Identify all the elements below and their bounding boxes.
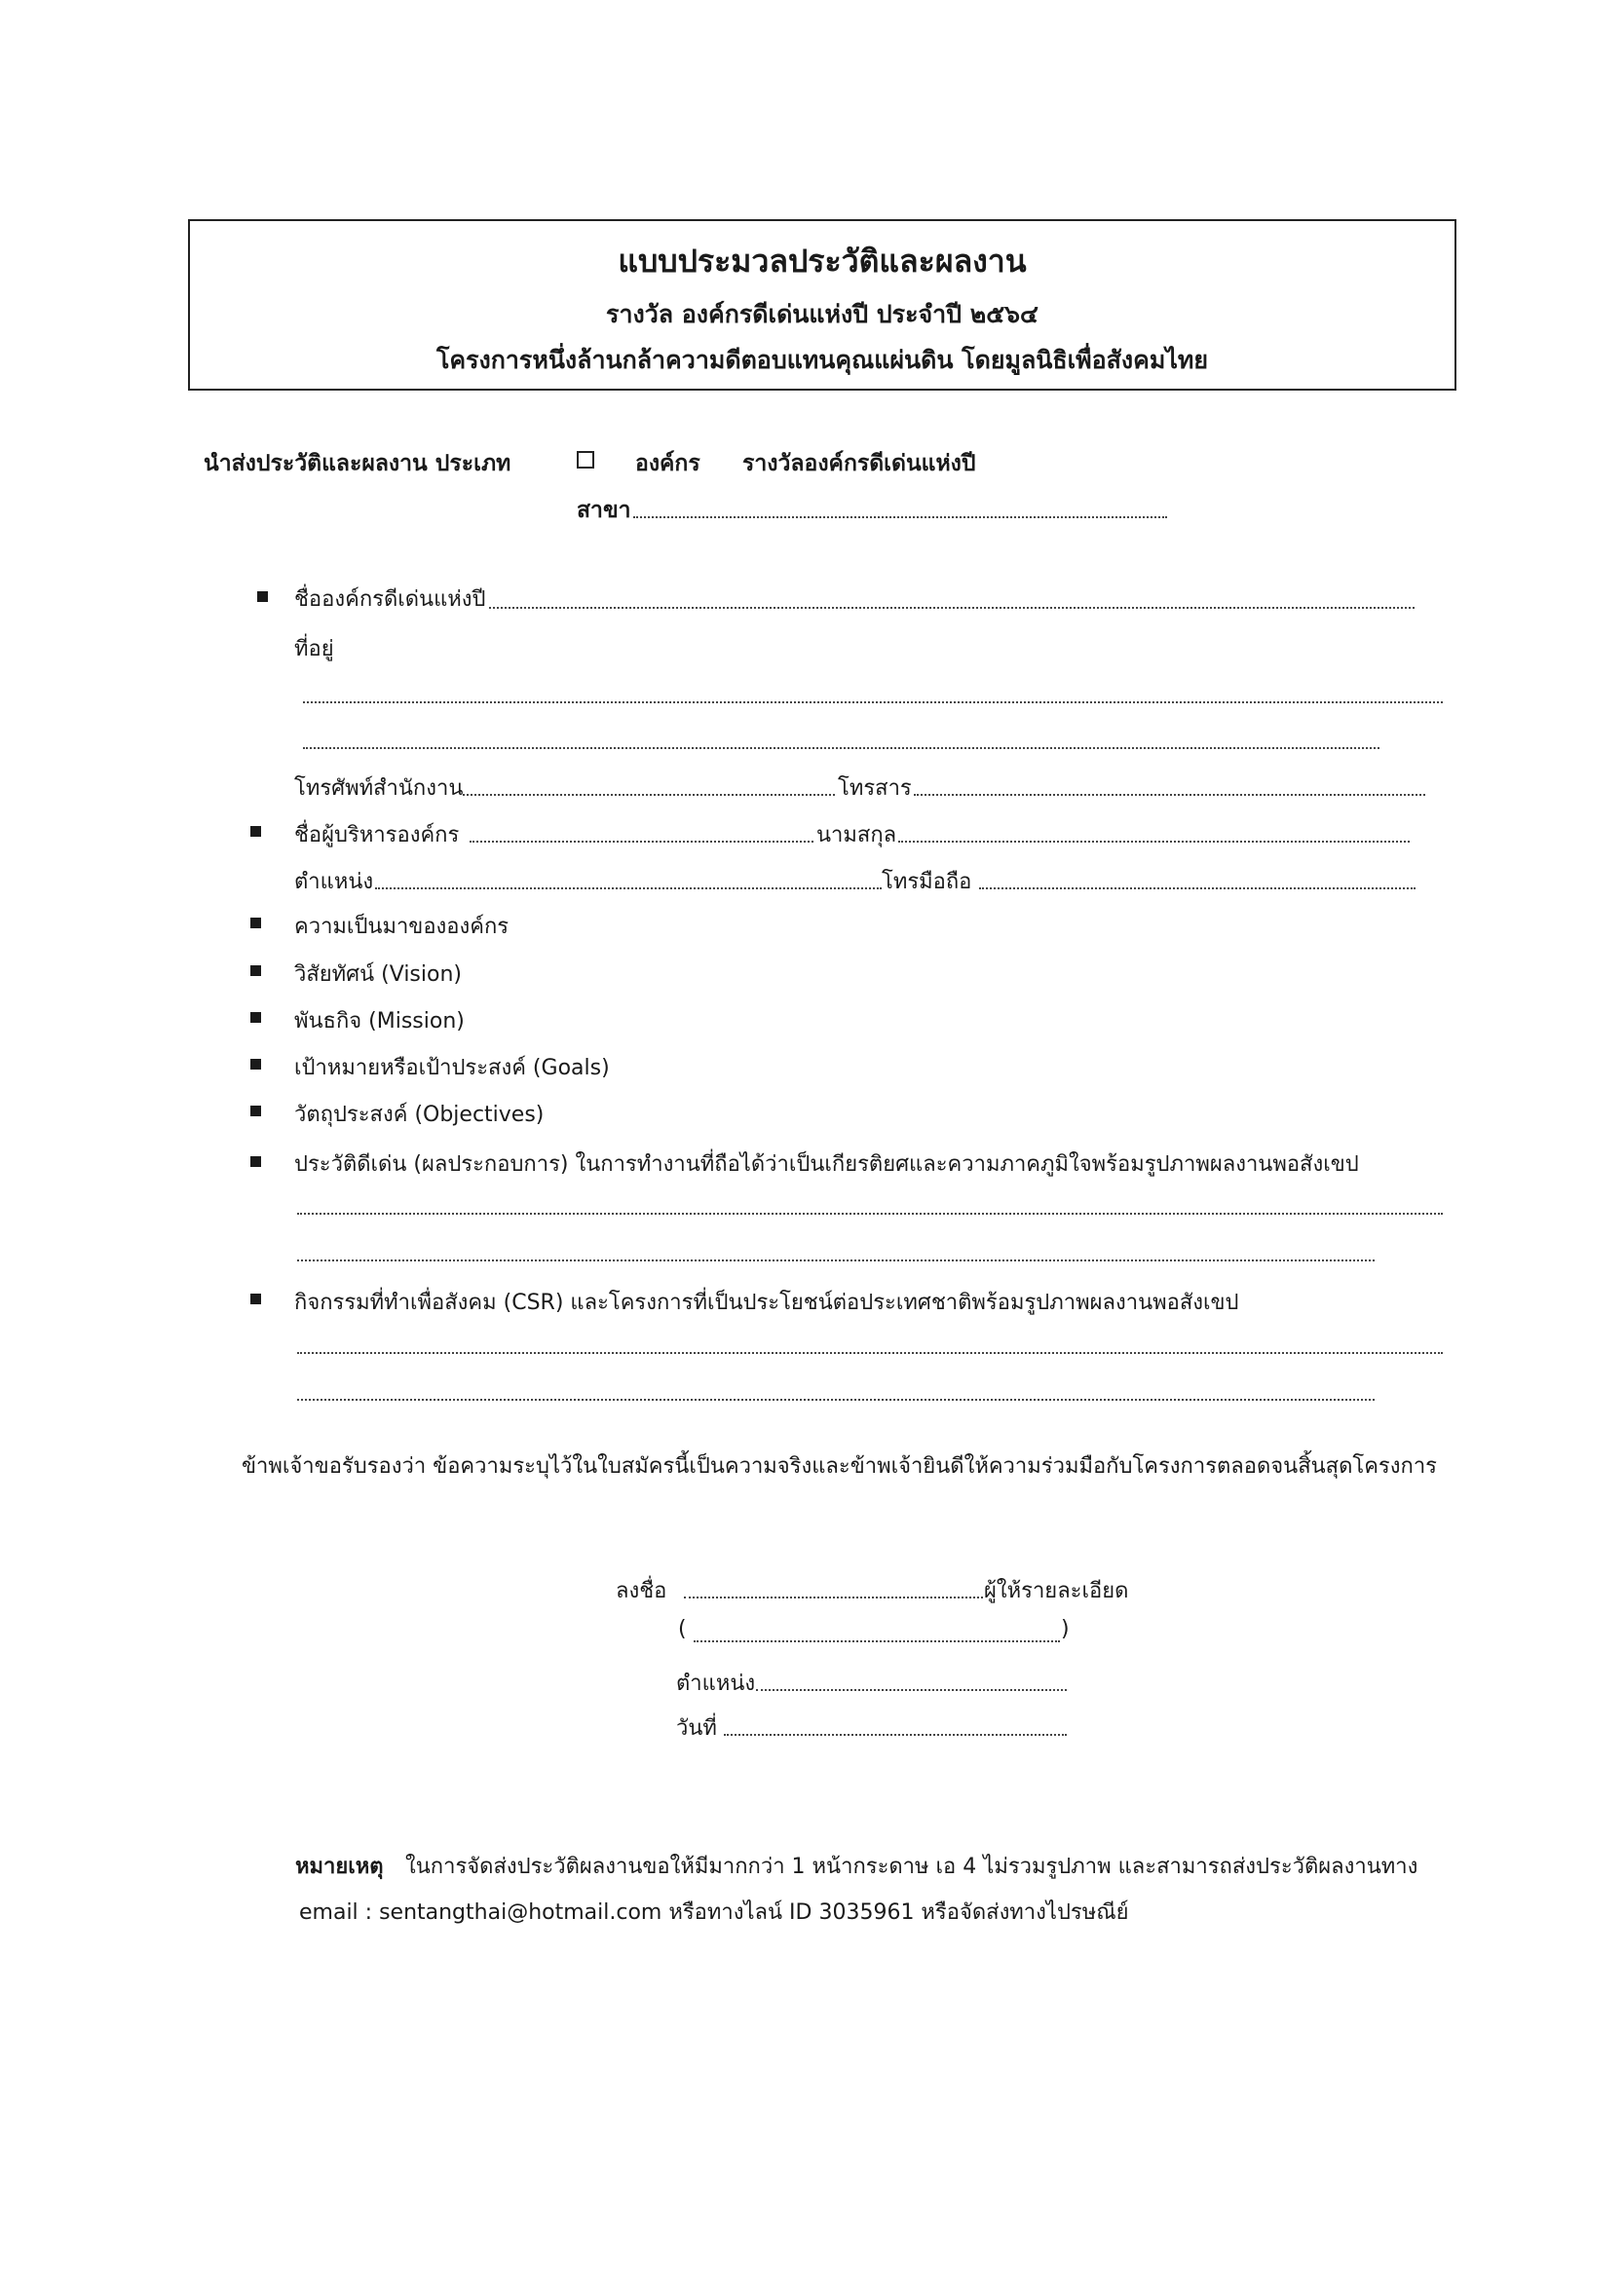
- executive-name-field[interactable]: [470, 841, 813, 843]
- bullet-icon: [250, 1294, 261, 1304]
- bullet-icon: [250, 1059, 261, 1070]
- mission-label: พันธกิจ (Mission): [294, 1009, 465, 1034]
- sign-label: ลงชื่อ: [616, 1579, 667, 1603]
- executive-name-label: ชื่อผู้บริหารองค์กร: [294, 823, 460, 847]
- award-option: รางวัลองค์กรดีเด่นแห่งปี: [742, 451, 976, 476]
- office-phone-field[interactable]: [463, 794, 835, 796]
- close-paren: ): [1061, 1617, 1070, 1641]
- bullet-icon: [257, 591, 268, 602]
- csr-line-1[interactable]: [297, 1352, 1443, 1354]
- org-type-checkbox[interactable]: [577, 451, 594, 469]
- date-label: วันที่: [676, 1716, 717, 1741]
- mobile-field[interactable]: [979, 887, 1416, 889]
- bullet-icon: [250, 918, 261, 928]
- surname-field[interactable]: [898, 841, 1410, 843]
- signature-field[interactable]: [684, 1597, 983, 1598]
- surname-label: นามสกุล: [816, 823, 897, 847]
- bullet-icon: [250, 1012, 261, 1023]
- signer-role: ผู้ให้รายละเอียด: [984, 1579, 1129, 1603]
- branch-field[interactable]: [633, 516, 1167, 518]
- bullet-icon: [250, 965, 261, 976]
- position-field[interactable]: [375, 887, 882, 889]
- mobile-label: โทรมือถือ: [882, 870, 972, 894]
- award-subtitle: รางวัล องค์กรดีเด่นแห่งปี ประจำปี ๒๕๖๔: [606, 300, 1039, 328]
- goals-label: เป้าหมายหรือเป้าประสงค์ (Goals): [294, 1056, 610, 1080]
- address-line-2[interactable]: [303, 747, 1379, 749]
- note-label: หมายเหตุ: [295, 1855, 384, 1879]
- title-box: [188, 219, 1456, 391]
- achievements-line-1[interactable]: [297, 1213, 1443, 1215]
- open-paren: (: [678, 1617, 687, 1641]
- csr-line-2[interactable]: [297, 1399, 1375, 1401]
- signer-position-label: ตำแหน่ง: [676, 1672, 756, 1696]
- submission-label: นำส่งประวัติและผลงาน ประเภท: [204, 451, 511, 476]
- org-name-label: ชื่อองค์กรดีเด่นแห่งปี: [294, 587, 486, 612]
- bullet-icon: [250, 826, 261, 837]
- certification-text: ข้าพเจ้าขอรับรองว่า ข้อความระบุไว้ในใบสมัครนี้เป็นความจริงและข้าพเจ้ายินดีให้ความร่วมมือกับโครงการตลอดจนสิ้นสุดโครงการ: [242, 1454, 1437, 1479]
- csr-label: กิจกรรมที่ทำเพื่อสังคม (CSR) และโครงการที่เป็นประโยชน์ต่อประเทศชาติพร้อมรูปภาพผลงานพอสังเขป: [294, 1291, 1239, 1315]
- achievements-label: ประวัติดีเด่น (ผลประกอบการ) ในการทำงานที่ถือได้ว่าเป็นเกียรติยศและความภาคภูมิใจพร้อมรูปภาพผลงานพอสังเขป: [294, 1152, 1359, 1177]
- office-phone-label: โทรศัพท์สำนักงาน: [294, 776, 464, 801]
- bullet-icon: [250, 1156, 261, 1167]
- branch-label: สาขา: [577, 498, 631, 523]
- address-label: ที่อยู่: [294, 637, 334, 661]
- printed-name-field[interactable]: [694, 1640, 1060, 1642]
- note-line-2: email : sentangthai@hotmail.com หรือทางไลน์ ID 3035961 หรือจัดส่งทางไปรษณีย์: [299, 1900, 1129, 1925]
- signer-position-field[interactable]: [756, 1689, 1067, 1691]
- achievements-line-2[interactable]: [297, 1259, 1375, 1261]
- date-field[interactable]: [724, 1734, 1067, 1736]
- form-title: แบบประมวลประวัติและผลงาน: [618, 243, 1027, 280]
- position-label: ตำแหน่ง: [294, 870, 374, 894]
- fax-field[interactable]: [914, 794, 1425, 796]
- bullet-icon: [250, 1106, 261, 1116]
- project-title: โครงการหนึ่งล้านกล้าความดีตอบแทนคุณแผ่นดิน โดยมูลนิธิเพื่อสังคมไทย: [435, 346, 1209, 374]
- background-label: ความเป็นมาขององค์กร: [294, 915, 510, 939]
- note-line-1: ในการจัดส่งประวัติผลงานขอให้มีมากกว่า 1 หน้ากระดาษ เอ 4 ไม่รวมรูปภาพ และสามารถส่งประวัติผลงานทาง: [405, 1855, 1418, 1879]
- vision-label: วิสัยทัศน์ (Vision): [294, 962, 462, 987]
- fax-label: โทรสาร: [838, 776, 912, 801]
- address-line-1[interactable]: [303, 701, 1443, 703]
- org-type-option: องค์กร: [635, 451, 700, 476]
- objectives-label: วัตถุประสงค์ (Objectives): [294, 1103, 545, 1127]
- org-name-field[interactable]: [489, 607, 1415, 609]
